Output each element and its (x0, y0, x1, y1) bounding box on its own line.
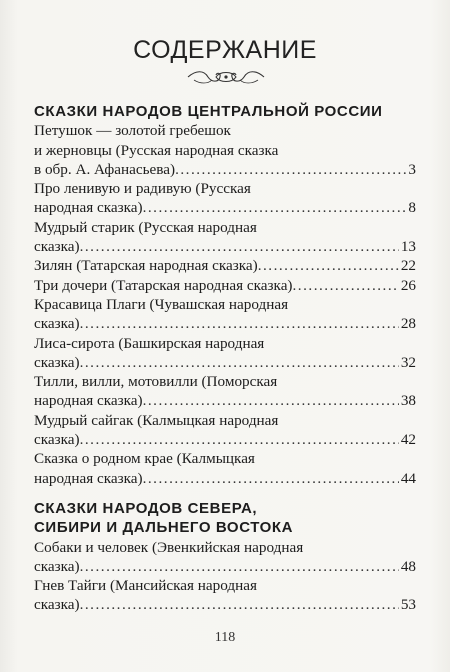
toc-entry[interactable] (34, 276, 416, 295)
toc-entry-line (34, 391, 416, 410)
section-heading-line: СИБИРИ И ДАЛЬНЕГО ВОСТОКА (34, 519, 294, 537)
dot-leader (143, 391, 399, 410)
toc-entry[interactable] (34, 256, 416, 275)
decorative-flourish-icon (186, 68, 266, 86)
toc-entry[interactable] (34, 334, 416, 373)
toc-entry-title: сказка) (34, 557, 80, 575)
toc-entry-line (34, 198, 416, 217)
dot-leader (175, 160, 406, 179)
section-heading (34, 499, 416, 538)
toc-page-number: 42 (400, 431, 416, 449)
page-number: 118 (214, 630, 236, 645)
toc-entry-line (34, 430, 416, 449)
toc-entry-title: сказка) (34, 238, 80, 256)
toc-entry[interactable] (34, 295, 416, 334)
toc-entry-line: Мудрый старик (Русская народная (34, 218, 257, 236)
table-of-contents (34, 102, 416, 615)
toc-entry-line (34, 160, 416, 179)
toc-page-number: 26 (400, 276, 416, 294)
toc-page-number: 3 (408, 160, 416, 178)
toc-entry[interactable] (34, 372, 416, 411)
toc-entry-line (34, 256, 416, 275)
toc-entry[interactable] (34, 179, 416, 218)
toc-entry-title: народная сказка) (34, 469, 143, 487)
toc-entry[interactable] (34, 218, 416, 257)
section-heading (34, 102, 416, 121)
toc-entry-line: Мудрый сайгак (Калмыцкая народная (34, 411, 279, 429)
toc-entry-title: Зилян (Татарская народная сказка) (34, 257, 258, 275)
dot-leader (80, 314, 399, 333)
toc-entry-line (34, 469, 416, 488)
toc-entry-line (34, 353, 416, 372)
toc-entry-line: Сказка о родном крае (Калмыцкая (34, 450, 255, 468)
toc-entry-line (34, 276, 416, 295)
toc-page-number: 22 (400, 257, 416, 275)
dot-leader (80, 430, 399, 449)
dot-leader (80, 595, 399, 614)
toc-entry[interactable] (34, 411, 416, 450)
toc-page-number: 13 (400, 238, 416, 256)
page-title: СОДЕРЖАНИЕ (133, 36, 317, 64)
toc-page-number: 32 (400, 353, 416, 371)
toc-entry-line: Лиса-сирота (Башкирская народная (34, 334, 265, 352)
toc-page-number: 53 (400, 596, 416, 614)
toc-entry-line: Тилли, вилли, мотовилли (Поморская (34, 373, 278, 391)
toc-entry-line: Петушок — золотой гребешок (34, 122, 231, 140)
toc-entry-title: сказка) (34, 353, 80, 371)
toc-page-number: 8 (408, 199, 416, 217)
toc-entry-title: народная сказка) (34, 392, 143, 410)
section-heading-line: СКАЗКИ НАРОДОВ ЦЕНТРАЛЬНОЙ РОССИИ (34, 103, 383, 120)
toc-page-number: 48 (400, 557, 416, 575)
dot-leader (80, 557, 399, 576)
toc-entry[interactable] (34, 576, 416, 615)
toc-page-number: 38 (400, 392, 416, 410)
toc-entry-line (34, 314, 416, 333)
toc-entry[interactable] (34, 538, 416, 577)
toc-entry[interactable] (34, 449, 416, 488)
toc-page-number: 28 (400, 315, 416, 333)
toc-entry-title: сказка) (34, 431, 80, 449)
toc-page-number: 44 (400, 469, 416, 487)
toc-entry-line (34, 595, 416, 614)
toc-entry-title: народная сказка) (34, 199, 143, 217)
dot-leader (258, 256, 399, 275)
dot-leader (80, 353, 399, 372)
section-heading-line: СКАЗКИ НАРОДОВ СЕВЕРА, (34, 499, 258, 517)
toc-entry-line: Собаки и человек (Эвенкийская народная (34, 538, 304, 556)
toc-entry[interactable] (34, 121, 416, 179)
dot-leader (143, 198, 407, 217)
toc-entry-title: в обр. А. Афанасьева) (34, 160, 176, 178)
toc-entry-title: Три дочери (Татарская народная сказка) (34, 276, 293, 294)
toc-entry-line: Красавица Плаги (Чувашская народная (34, 295, 289, 313)
dot-leader (80, 237, 399, 256)
dot-leader (143, 469, 399, 488)
toc-entry-line: Про ленивую и радивую (Русская (34, 180, 251, 198)
toc-entry-line: Гнев Тайги (Мансийская народная (34, 577, 257, 595)
toc-entry-line: и жерновцы (Русская народная сказка (34, 141, 279, 159)
toc-entry-title: сказка) (34, 315, 80, 333)
toc-entry-title: сказка) (34, 596, 80, 614)
toc-entry-line (34, 557, 416, 576)
toc-entry-line (34, 237, 416, 256)
dot-leader (293, 276, 399, 295)
